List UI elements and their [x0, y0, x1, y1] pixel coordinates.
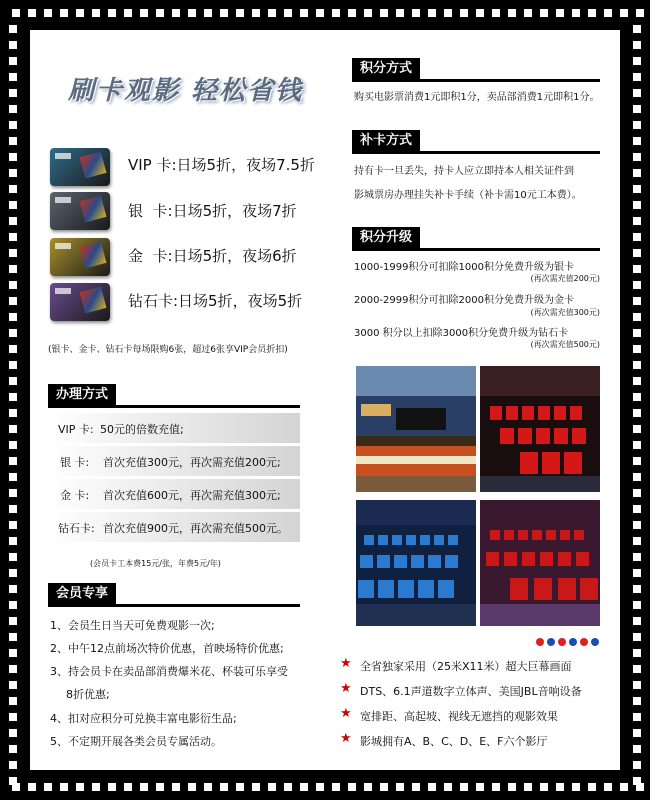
perforation [633, 441, 641, 449]
perforation [284, 783, 292, 791]
red-seat-hall-photo [480, 366, 600, 492]
perforation [140, 783, 148, 791]
perforation [412, 783, 420, 791]
perforation [9, 377, 17, 385]
perforation [9, 313, 17, 321]
perforation [44, 9, 52, 17]
perforation [188, 9, 196, 17]
perforation [633, 281, 641, 289]
member-title: 会员专享 [48, 583, 116, 605]
perforation [9, 41, 17, 49]
replace-text-line1: 持有卡一旦丢失，持卡人应立即持本人相关证件到 [354, 166, 574, 177]
perforation [588, 9, 596, 17]
perforation [412, 9, 420, 17]
perforation [9, 217, 17, 225]
member-item: 2、中午12点前场次特价优惠，首映场特价优惠; [50, 642, 284, 655]
perforation [524, 9, 532, 17]
perforation [9, 585, 17, 593]
banli-label: 银 卡: [60, 456, 90, 469]
perforation [9, 553, 17, 561]
perforation [540, 783, 548, 791]
upgrade-item: 1000-1999积分可扣除1000积分免费升级为银卡 [354, 262, 574, 273]
perforation [364, 783, 372, 791]
perforation [9, 457, 17, 465]
perforation [9, 697, 17, 705]
perforation [633, 217, 641, 225]
banli-heading [48, 384, 300, 408]
perforation [633, 169, 641, 177]
perforation [60, 9, 68, 17]
perforation [492, 783, 500, 791]
perforation [348, 9, 356, 17]
perforation [108, 783, 116, 791]
perforation [633, 409, 641, 417]
banli-label: 金 卡: [60, 489, 90, 502]
perforation [444, 783, 452, 791]
perforation [508, 783, 516, 791]
upgrade-note: (再次需充值200元) [530, 274, 600, 283]
perforation [172, 9, 180, 17]
perforation [633, 105, 641, 113]
member-heading [48, 583, 300, 607]
perforation [633, 25, 641, 33]
perforation [60, 783, 68, 791]
perforation [476, 9, 484, 17]
perforation [9, 185, 17, 193]
diamond-card-image [50, 283, 110, 321]
perforation [76, 783, 84, 791]
perforation [633, 569, 641, 577]
card-line-diamond: 钻石卡:日场5折，夜场5折 [128, 292, 303, 310]
banli-label: VIP 卡: [58, 423, 94, 436]
perforation [604, 783, 612, 791]
perforation [9, 89, 17, 97]
upgrade-note: (再次需充值500元) [530, 340, 600, 349]
perforation [92, 9, 100, 17]
perforation [140, 9, 148, 17]
perforation [9, 105, 17, 113]
perforation [620, 9, 628, 17]
perforation [633, 425, 641, 433]
feature-item: 全省独家采用（25米X11米）超大巨幕画面 [360, 660, 572, 673]
perforation [9, 281, 17, 289]
perforation [633, 393, 641, 401]
perforation [9, 297, 17, 305]
perforation [633, 57, 641, 65]
banli-row-gold [48, 479, 300, 509]
perforation [633, 137, 641, 145]
upgrade-title: 积分升级 [352, 227, 420, 249]
star-icon: ★ [340, 731, 352, 746]
perforation [460, 783, 468, 791]
perforation [428, 783, 436, 791]
perforation [556, 783, 564, 791]
perforation [633, 457, 641, 465]
perforation [252, 783, 260, 791]
perforation [633, 521, 641, 529]
card-line-silver: 银 卡:日场5折，夜场7折 [128, 202, 297, 220]
perforation [633, 601, 641, 609]
perforation [9, 57, 17, 65]
perforation [9, 361, 17, 369]
perforation [76, 9, 84, 17]
perforation [633, 585, 641, 593]
member-item: 4、扣对应积分可兑换丰富电影衍生品; [50, 712, 237, 725]
banli-text: 首次充值300元，再次需充值200元; [103, 456, 281, 469]
perforation [252, 9, 260, 17]
perforation [9, 137, 17, 145]
upgrade-heading [352, 227, 600, 251]
perforation [9, 345, 17, 353]
points-text: 购买电影票消费1元即积1分，卖品部消费1元即积1分。 [354, 92, 600, 103]
perforation [204, 9, 212, 17]
banli-row-vip [48, 413, 300, 443]
lobby-photo [356, 366, 476, 492]
perforation [524, 783, 532, 791]
perforation [633, 649, 641, 657]
perforation [460, 9, 468, 17]
perforation [428, 9, 436, 17]
perforation [156, 9, 164, 17]
feature-item: DTS、6.1声道数字立体声、美国JBL音响设备 [360, 685, 582, 698]
perforation [540, 9, 548, 17]
perforation [633, 745, 641, 753]
perforation [9, 617, 17, 625]
perforation [9, 473, 17, 481]
perforation [9, 153, 17, 161]
banli-label: 钻石卡: [58, 522, 95, 535]
perforation [220, 9, 228, 17]
perforation [633, 505, 641, 513]
banli-text: 50元的倍数充值; [100, 423, 184, 436]
perforation [572, 783, 580, 791]
perforation [633, 665, 641, 673]
perforation [172, 783, 180, 791]
gold-card-image [50, 238, 110, 276]
perforation [28, 9, 36, 17]
perforation [633, 249, 641, 257]
perforation [9, 489, 17, 497]
replace-text-line2: 影城票房办理挂失补卡手续（补卡需10元工本费）。 [354, 190, 582, 201]
perforation [636, 9, 644, 17]
perforation [220, 783, 228, 791]
star-icon: ★ [340, 681, 352, 696]
perforation [9, 713, 17, 721]
perforation [633, 233, 641, 241]
perforation [633, 73, 641, 81]
perforation [572, 9, 580, 17]
perforation [633, 713, 641, 721]
perforation [396, 783, 404, 791]
perforation [633, 89, 641, 97]
perforation [9, 537, 17, 545]
member-item: 1、会员生日当天可免费观影一次; [50, 619, 215, 632]
perforation [9, 505, 17, 513]
banli-row-silver [48, 446, 300, 476]
perforation [9, 265, 17, 273]
perforation [9, 425, 17, 433]
replace-heading [352, 130, 600, 154]
perforation [9, 201, 17, 209]
perforation [9, 745, 17, 753]
perforation [9, 409, 17, 417]
perforation [633, 377, 641, 385]
dot [558, 638, 566, 646]
perforation [204, 783, 212, 791]
perforation [9, 121, 17, 129]
dot [580, 638, 588, 646]
card-line-vip: VIP 卡:日场5折，夜场7.5折 [128, 156, 315, 174]
perforation [633, 633, 641, 641]
perforation [9, 601, 17, 609]
perforation [9, 73, 17, 81]
perforation [492, 9, 500, 17]
perforation [633, 697, 641, 705]
perforation [92, 783, 100, 791]
perforation [633, 121, 641, 129]
cards-note: (银卡、金卡、钻石卡每场限购6张，超过6张享VIP会员折扣) [48, 345, 288, 355]
upgrade-item: 3000 积分以上扣除3000积分免费升级为钻石卡 [354, 328, 569, 339]
upgrade-item: 2000-2999积分可扣除2000积分免费升级为金卡 [354, 295, 574, 306]
perforation [9, 169, 17, 177]
silver-card-image [50, 192, 110, 230]
vip-card-image [50, 148, 110, 186]
perforation [300, 9, 308, 17]
star-icon: ★ [340, 656, 352, 671]
perforation [348, 783, 356, 791]
perforation [9, 649, 17, 657]
perforation [633, 681, 641, 689]
perforation [633, 329, 641, 337]
flyer-sheet [30, 30, 620, 770]
perforation [633, 185, 641, 193]
perforation [124, 9, 132, 17]
perforation [633, 361, 641, 369]
member-item: 5、不定期开展各类会员专属活动。 [50, 735, 222, 748]
perforation [444, 9, 452, 17]
red-seat-row-photo [480, 500, 600, 626]
banli-title: 办理方式 [48, 384, 116, 406]
perforation [364, 9, 372, 17]
perforation [9, 729, 17, 737]
dot [536, 638, 544, 646]
star-icon: ★ [340, 706, 352, 721]
blue-seat-hall-photo [356, 500, 476, 626]
perforation [633, 345, 641, 353]
perforation [9, 521, 17, 529]
perforation [44, 783, 52, 791]
perforation [9, 233, 17, 241]
perforation [9, 249, 17, 257]
perforation [9, 393, 17, 401]
card-line-gold: 金 卡:日场5折，夜场6折 [128, 247, 297, 265]
banli-text: 首次充值600元，再次需充值300元; [103, 489, 281, 502]
perforation [9, 329, 17, 337]
perforation [316, 783, 324, 791]
perforation [633, 537, 641, 545]
perforation [620, 783, 628, 791]
dot [547, 638, 555, 646]
perforation [633, 41, 641, 49]
perforation [9, 569, 17, 577]
perforation [633, 777, 641, 785]
perforation [9, 25, 17, 33]
upgrade-note: (再次需充值300元) [530, 308, 600, 317]
points-title: 积分方式 [352, 58, 420, 80]
perforation [633, 201, 641, 209]
perforation [396, 9, 404, 17]
perforation [316, 9, 324, 17]
perforation [108, 9, 116, 17]
perforation [633, 489, 641, 497]
feature-item: 影城拥有A、B、C、D、E、F六个影厅 [360, 735, 548, 748]
perforation [9, 777, 17, 785]
perforation [633, 153, 641, 161]
perforation [476, 783, 484, 791]
perforation [633, 473, 641, 481]
perforation [9, 633, 17, 641]
perforation [604, 9, 612, 17]
perforation [236, 783, 244, 791]
perforation [284, 9, 292, 17]
perforation [633, 265, 641, 273]
perforation [556, 9, 564, 17]
perforation [633, 617, 641, 625]
perforation [236, 9, 244, 17]
perforation [588, 783, 596, 791]
replace-title: 补卡方式 [352, 130, 420, 152]
member-item: 8折优惠; [66, 688, 110, 701]
perforation [9, 665, 17, 673]
member-item: 3、持会员卡在卖品部消费爆米花、杯装可乐享受 [50, 665, 288, 678]
perforation [633, 313, 641, 321]
banli-text: 首次充值900元，再次需充值500元。 [103, 522, 288, 535]
perforation [508, 9, 516, 17]
perforation [9, 441, 17, 449]
banli-row-diamond [48, 512, 300, 542]
banli-note: (会员卡工本费15元/张，年费5元/年) [90, 559, 221, 568]
dot [569, 638, 577, 646]
perforation [9, 761, 17, 769]
dot [591, 638, 599, 646]
perforation [188, 783, 196, 791]
perforation [12, 9, 20, 17]
perforation [633, 761, 641, 769]
perforation [300, 783, 308, 791]
perforation [156, 783, 164, 791]
perforation [380, 9, 388, 17]
perforation [633, 729, 641, 737]
feature-item: 宽排距、高起坡、视线无遮挡的观影效果 [360, 710, 558, 723]
perforation [124, 783, 132, 791]
perforation [28, 783, 36, 791]
perforation [633, 297, 641, 305]
perforation [268, 783, 276, 791]
perforation [332, 783, 340, 791]
perforation [380, 783, 388, 791]
points-heading [352, 58, 600, 82]
perforation [633, 553, 641, 561]
perforation [268, 9, 276, 17]
perforation [9, 681, 17, 689]
perforation [332, 9, 340, 17]
slogan-title: 刷卡观影 轻松省钱 [68, 76, 304, 106]
